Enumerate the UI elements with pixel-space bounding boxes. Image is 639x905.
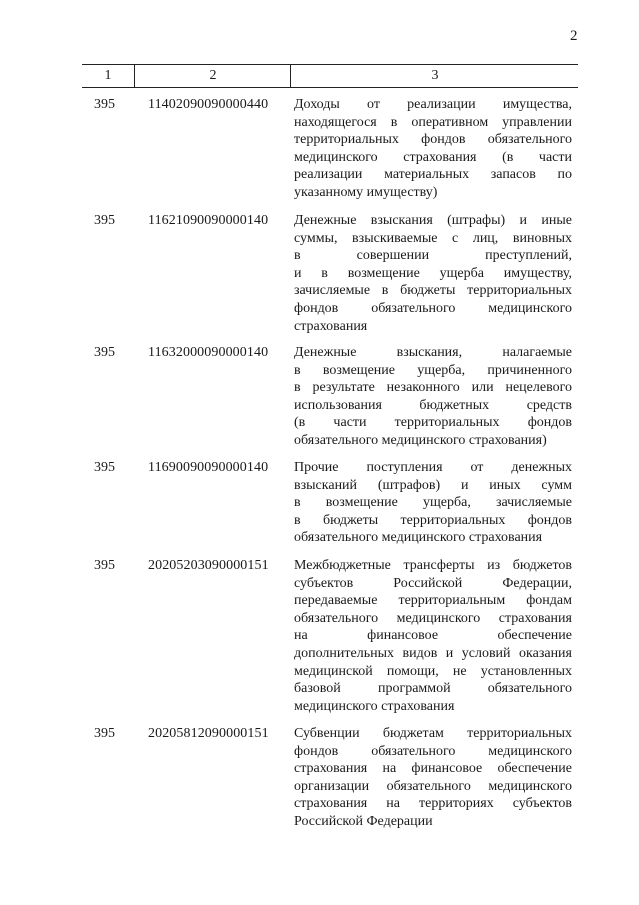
description-line: в бюджеты территориальных фондов [294, 512, 572, 528]
description-line: передаваемые территориальным фондам [294, 593, 572, 609]
admin-code: 395 [94, 558, 115, 573]
revenue-description [294, 459, 572, 547]
revenue-description [294, 725, 572, 831]
description-line: использования бюджетных средств [294, 397, 572, 413]
budget-classification-code: 20205203090000151 [148, 558, 269, 573]
page-number: 2 [570, 28, 578, 44]
admin-code: 395 [94, 345, 115, 360]
description-line: медицинского страхования (в части [294, 149, 572, 165]
budget-classification-code: 11621090090000140 [148, 213, 269, 228]
description-line: суммы, взыскиваемые с лиц, виновных [294, 230, 572, 246]
description-line: в совершении преступлений, [294, 248, 572, 264]
description-line: страхования на финансовое обеспечение [294, 761, 572, 777]
budget-classification-code: 11632000090000140 [148, 345, 269, 360]
budget-classification-code: 11402090090000440 [148, 97, 269, 112]
admin-code: 395 [94, 97, 115, 112]
admin-code: 395 [94, 726, 115, 741]
description-line: дополнительных видов и условий оказания [294, 645, 572, 661]
description-line: взысканий (штрафов) и иных сумм [294, 477, 572, 493]
description-line: страхования [294, 318, 368, 334]
revenue-description [294, 557, 572, 715]
description-line: Российской Федерации [294, 813, 433, 829]
description-line: медицинского страхования [294, 698, 455, 714]
description-line: Прочие поступления от денежных [294, 460, 572, 475]
description-line: обязательного медицинского страхования [294, 610, 572, 626]
revenue-description [294, 212, 572, 335]
description-line: в возмещение ущерба, зачисляемые [294, 495, 572, 511]
table-header [82, 64, 578, 88]
description-line: субъектов Российской Федерации, [294, 575, 572, 591]
description-line: Денежные взыскания, налагаемые [294, 345, 572, 360]
description-line: медицинской помощи, не установленных [294, 663, 572, 679]
description-line: базовой программой обязательного [294, 681, 572, 697]
description-line: и в возмещение ущерба имуществу, [294, 265, 572, 281]
description-line: указанному имуществу) [294, 184, 438, 200]
admin-code: 395 [94, 460, 115, 475]
description-line: фондов обязательного медицинского [294, 300, 572, 316]
revenue-description [294, 344, 572, 450]
description-line: фондов обязательного медицинского [294, 743, 572, 759]
description-line: находящегося в оперативном управлении [294, 114, 572, 130]
description-line: Межбюджетные трансферты из бюджетов [294, 558, 572, 573]
column-header-1: 1 [104, 68, 112, 83]
description-line: на финансовое обеспечение [294, 628, 572, 644]
description-line: Субвенции бюджетам территориальных [294, 726, 572, 741]
description-line: обязательного медицинского страхования [294, 530, 543, 546]
description-line: Доходы от реализации имущества, [294, 97, 572, 112]
description-line: реализации материальных запасов по [294, 167, 572, 183]
description-line: территориальных фондов обязательного [294, 132, 572, 148]
description-line: в возмещение ущерба, причиненного [294, 362, 572, 378]
revenue-description [294, 96, 572, 202]
column-header-3: 3 [290, 65, 579, 87]
description-line: (в части территориальных фондов [294, 415, 572, 431]
budget-classification-code: 20205812090000151 [148, 726, 269, 741]
description-line: организации обязательного медицинского [294, 778, 572, 794]
admin-code: 395 [94, 213, 115, 228]
description-line: обязательного медицинского страхования) [294, 432, 547, 448]
description-line: страхования на территориях субъектов [294, 796, 572, 812]
column-header-2: 2 [134, 65, 291, 87]
description-line: зачисляемые в бюджеты территориальных [294, 283, 572, 299]
description-line: в результате незаконного или нецелевого [294, 380, 572, 396]
description-line: Денежные взыскания (штрафы) и иные [294, 213, 572, 228]
budget-classification-code: 11690090090000140 [148, 460, 269, 475]
